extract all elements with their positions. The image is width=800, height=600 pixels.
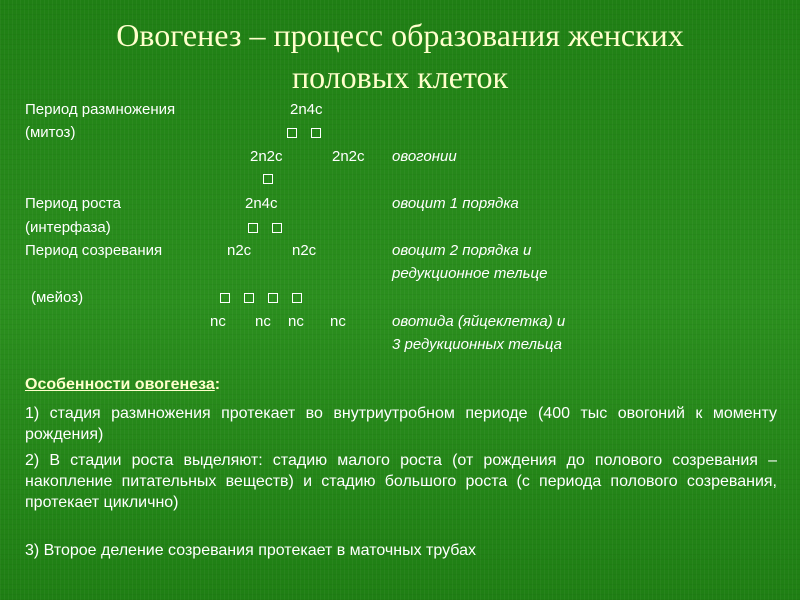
oogonia-value-2: 2n2c (332, 148, 365, 165)
polar-body-note: редукционное тельце (392, 265, 548, 282)
features-heading-colon: : (214, 376, 221, 393)
maturation-value-2: n2c (292, 242, 317, 259)
meiosis-label: (мейоз) (31, 289, 84, 306)
oocyte-1-note: овоцит 1 порядка (392, 195, 519, 212)
features-heading-text: Особенности овогенеза (25, 376, 215, 393)
feature-paragraph-3: 3) Второе деление созревания протекает в маточных трубах (25, 542, 476, 559)
period-growth-label: Период роста (25, 195, 122, 212)
arrow-icon (268, 293, 278, 303)
arrow-icon-growth (263, 172, 287, 188)
ootid-value-2: nc (255, 313, 271, 330)
arrow-icon (248, 223, 258, 233)
oocyte-2-note: овоцит 2 порядка и (392, 242, 532, 259)
polar-bodies-note: 3 редукционных тельца (392, 336, 562, 353)
period-reproduction-value: 2n4c (290, 101, 323, 118)
arrow-icons-meiosis (220, 291, 316, 307)
period-reproduction-label: Период размножения (25, 101, 176, 118)
period-growth-value: 2n4c (245, 195, 278, 212)
arrow-icon (244, 293, 254, 303)
arrow-icon (220, 293, 230, 303)
ootid-value-3: nc (288, 313, 304, 330)
arrow-icon (272, 223, 282, 233)
feature-paragraph-1: 1) стадия размножения протекает во внутриутробном периоде (400 тыс овогоний к моменту рождения) (25, 405, 777, 443)
mitosis-label: (митоз) (25, 124, 76, 141)
feature-paragraph-2: 2) В стадии роста выделяют: стадию малого роста (от рождения до полового созревания – накопление питательных веществ) и стадию большого роста (с периода полового созревания, протекает циклично) (25, 452, 777, 511)
arrow-icons-interphase (248, 221, 296, 237)
oogonia-note: овогонии (392, 148, 457, 165)
ootid-note: овотида (яйцеклетка) и (392, 313, 566, 330)
slide-title: Овогенез – процесс образования женских половых клеток (116, 17, 684, 95)
arrow-icons-mitosis (287, 126, 335, 142)
arrow-icon (263, 174, 273, 184)
arrow-icon (292, 293, 302, 303)
features-heading (25, 375, 220, 395)
maturation-value-1: n2c (227, 242, 252, 259)
ootid-value-4: nc (330, 313, 346, 330)
ootid-value-1: nc (210, 313, 226, 330)
interphase-label: (интерфаза) (25, 219, 111, 236)
period-maturation-label: Период созревания (25, 242, 163, 259)
arrow-icon (287, 128, 297, 138)
arrow-icon (311, 128, 321, 138)
oogonia-value-1: 2n2c (250, 148, 283, 165)
